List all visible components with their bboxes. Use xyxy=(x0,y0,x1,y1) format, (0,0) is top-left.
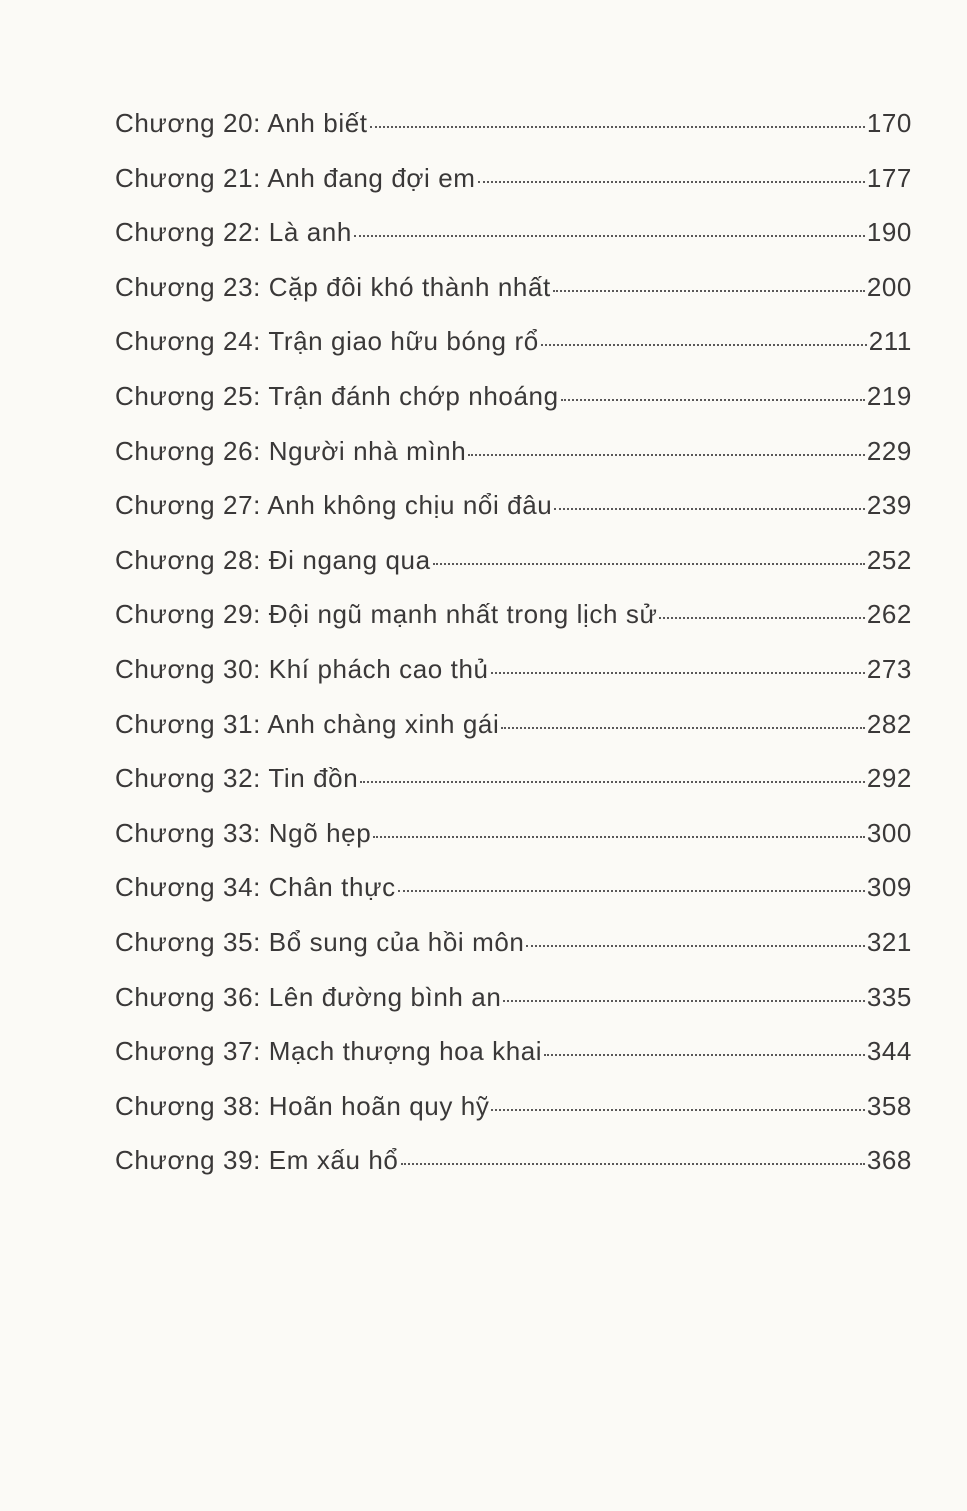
toc-entry-page: 368 xyxy=(866,1145,912,1176)
dot-leader xyxy=(491,1109,864,1111)
toc-entry-title: Chương 27: Anh không chịu nổi đâu xyxy=(115,490,553,521)
toc-entry-page: 321 xyxy=(866,926,912,957)
dot-leader xyxy=(503,1000,864,1002)
toc-entry-title: Chương 33: Ngõ hẹp xyxy=(115,817,372,848)
toc-entry-title: Chương 32: Tin đồn xyxy=(115,763,359,794)
toc-entry-title: Chương 38: Hoãn hoãn quy hỹ xyxy=(115,1090,490,1121)
toc-entry xyxy=(115,490,912,545)
toc-entry-title: Chương 39: Em xấu hổ xyxy=(115,1145,399,1176)
toc-entry xyxy=(115,272,912,327)
toc-entry-page: 262 xyxy=(866,599,912,630)
toc-entry-title: Chương 26: Người nhà mình xyxy=(115,435,467,466)
toc-entry-page: 358 xyxy=(866,1090,912,1121)
dot-leader xyxy=(354,235,865,237)
dot-leader xyxy=(561,399,865,401)
toc-entry xyxy=(115,1036,912,1091)
dot-leader xyxy=(360,781,865,783)
dot-leader xyxy=(526,945,864,947)
toc-entry-page: 282 xyxy=(866,708,912,739)
toc-entry-page: 252 xyxy=(866,544,912,575)
toc-entry-page: 190 xyxy=(866,217,912,248)
toc-entry-title: Chương 25: Trận đánh chớp nhoáng xyxy=(115,380,559,411)
dot-leader xyxy=(370,126,865,128)
toc-entry xyxy=(115,709,912,764)
toc-entry-title: Chương 29: Đội ngũ mạnh nhất trong lịch sử xyxy=(115,599,658,630)
toc-entry-page: 200 xyxy=(866,271,912,302)
dot-leader xyxy=(478,181,865,183)
toc-entry-title: Chương 35: Bổ sung của hồi môn xyxy=(115,926,525,957)
dot-leader xyxy=(468,454,865,456)
dot-leader xyxy=(544,1054,865,1056)
toc-entry xyxy=(115,108,912,163)
toc-entry xyxy=(115,436,912,491)
dot-leader xyxy=(373,836,865,838)
toc-entry-title: Chương 34: Chân thực xyxy=(115,872,396,903)
toc-entry-page: 273 xyxy=(866,653,912,684)
toc-entry xyxy=(115,818,912,873)
toc-entry-page: 335 xyxy=(866,981,912,1012)
dot-leader xyxy=(659,617,864,619)
toc-entry-page: 170 xyxy=(866,108,912,138)
toc-entry-page: 219 xyxy=(866,380,912,411)
toc-entry-page: 229 xyxy=(866,435,912,466)
toc-entry-page: 292 xyxy=(866,763,912,794)
toc-entry-page: 211 xyxy=(868,326,912,357)
dot-leader xyxy=(433,563,865,565)
table-of-contents xyxy=(115,108,912,1200)
dot-leader xyxy=(491,672,865,674)
toc-entry-page: 309 xyxy=(866,872,912,903)
toc-entry xyxy=(115,1145,912,1200)
toc-entry-title: Chương 28: Đi ngang qua xyxy=(115,544,431,575)
toc-entry xyxy=(115,872,912,927)
toc-entry xyxy=(115,326,912,381)
toc-entry-page: 300 xyxy=(866,817,912,848)
toc-entry-title: Chương 31: Anh chàng xinh gái xyxy=(115,708,500,739)
toc-entry xyxy=(115,927,912,982)
toc-entry-title: Chương 23: Cặp đôi khó thành nhất xyxy=(115,271,551,302)
toc-entry xyxy=(115,763,912,818)
toc-entry xyxy=(115,381,912,436)
toc-entry-title: Chương 37: Mạch thượng hoa khai xyxy=(115,1036,543,1067)
toc-entry-page: 344 xyxy=(866,1036,912,1067)
toc-entry-title: Chương 20: Anh biết xyxy=(115,108,368,138)
toc-entry-title: Chương 22: Là anh xyxy=(115,217,352,248)
dot-leader xyxy=(398,890,865,892)
dot-leader xyxy=(541,344,867,346)
toc-entry xyxy=(115,163,912,218)
dot-leader xyxy=(501,727,864,729)
toc-entry-title: Chương 21: Anh đang đợi em xyxy=(115,162,476,193)
dot-leader xyxy=(554,508,864,510)
toc-entry xyxy=(115,1091,912,1146)
toc-entry xyxy=(115,217,912,272)
toc-entry xyxy=(115,545,912,600)
toc-entry-page: 239 xyxy=(866,490,912,521)
toc-entry xyxy=(115,599,912,654)
toc-entry-title: Chương 30: Khí phách cao thủ xyxy=(115,653,489,684)
toc-entry-page: 177 xyxy=(866,162,912,193)
dot-leader xyxy=(401,1163,865,1165)
toc-entry xyxy=(115,654,912,709)
toc-entry-title: Chương 24: Trận giao hữu bóng rổ xyxy=(115,326,539,357)
dot-leader xyxy=(553,290,865,292)
toc-entry-title: Chương 36: Lên đường bình an xyxy=(115,981,502,1012)
toc-entry xyxy=(115,982,912,1037)
